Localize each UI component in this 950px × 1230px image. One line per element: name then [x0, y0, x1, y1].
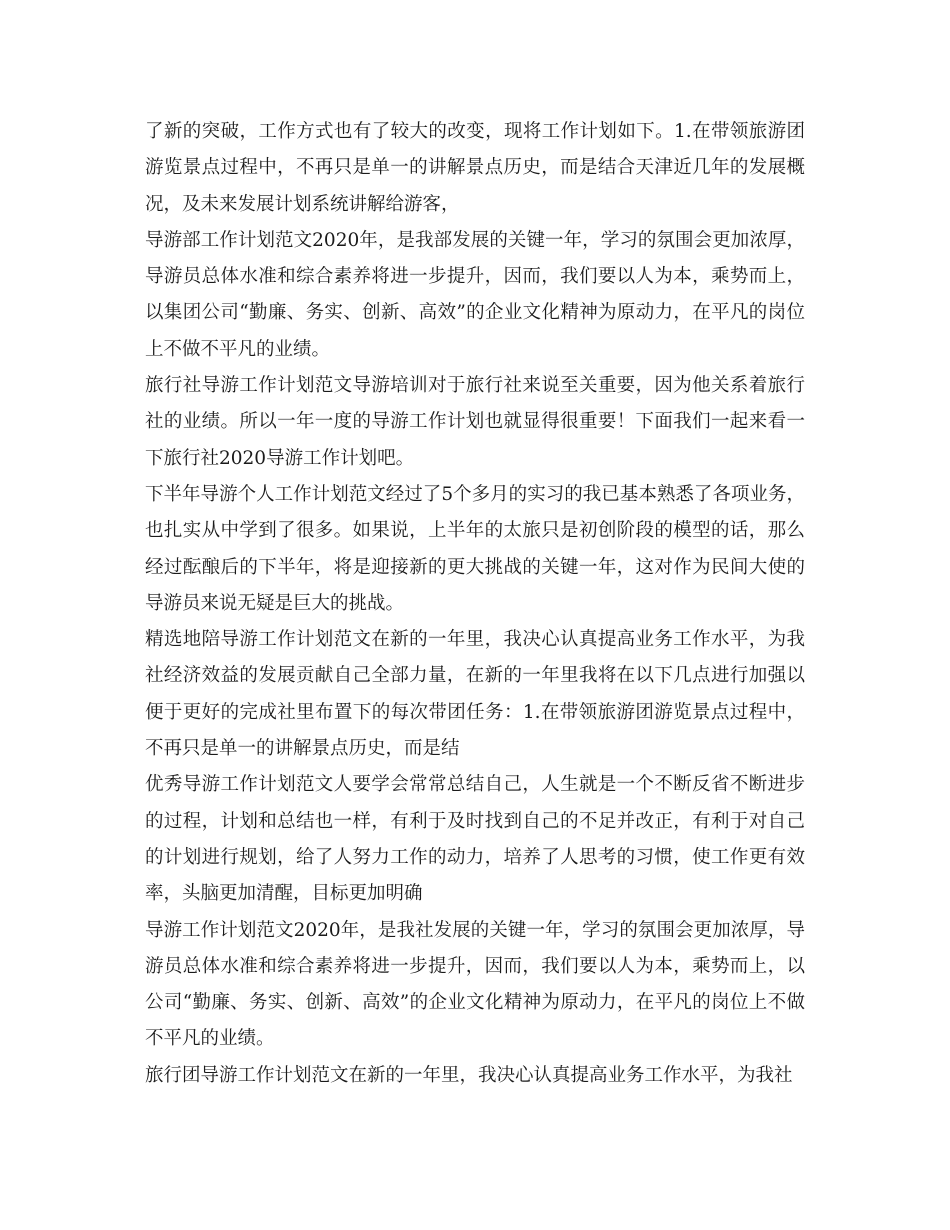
paragraph-travel-agency-plan: 旅行社导游工作计划范文导游培训对于旅行社来说至关重要，因为他关系着旅行社的业绩。所以一年一度的导游工作计划也就显得很重要！下面我们一起来看一下旅行社2020导游工作计划吧。 [145, 375, 805, 469]
paragraph-local-guide-plan: 精选地陪导游工作计划范文在新的一年里，我决心认真提高业务工作水平，为我社经济效益的发展贡献自己全部力量，在新的一年里我将在以下几点进行加强以便于更好的完成社里布置下的每次带团任务：1.在带领旅游团游览景点过程中，不再只是单一的讲解景点历史，而是结 [145, 629, 805, 760]
document-body [145, 114, 805, 1094]
paragraph-second-half-plan: 下半年导游个人工作计划范文经过了5个多月的实习的我已基本熟悉了各项业务，也扎实从中学到了很多。如果说，上半年的太旅只是初创阶段的模型的话，那么经过酝酿后的下半年，将是迎接新的更大挑战的关键一年，这对作为民间大使的导游员来说无疑是巨大的挑战。 [145, 483, 805, 614]
paragraph-guide-plan-2020: 导游工作计划范文2020年，是我社发展的关键一年，学习的氛围会更加浓厚，导游员总体水准和综合素养将进一步提升，因而，我们要以人为本，乘势而上，以公司“勤廉、务实、创新、高效”的企业文化精神为原动力，在平凡的岗位上不做不平凡的业绩。 [145, 919, 805, 1050]
paragraph-tour-dept-plan: 导游部工作计划范文2020年，是我部发展的关键一年，学习的氛围会更加浓厚，导游员总体水准和综合素养将进一步提升，因而，我们要以人为本，乘势而上，以集团公司“勤廉、务实、创新、高效”的企业文化精神为原动力，在平凡的岗位上不做不平凡的业绩。 [145, 229, 805, 360]
paragraph-excellent-guide-plan: 优秀导游工作计划范文人要学会常常总结自己，人生就是一个不断反省不断进步的过程，计划和总结也一样，有利于及时找到自己的不足并改正，有利于对自己的计划进行规划，给了人努力工作的动力，培养了人思考的习惯，使工作更有效率，头脑更加清醒，目标更加明确 [145, 774, 805, 905]
paragraph-continuation: 了新的突破，工作方式也有了较大的改变，现将工作计划如下。1.在带领旅游团游览景点过程中，不再只是单一的讲解景点历史，而是结合天津近几年的发展概况，及未来发展计划系统讲解给游客， [145, 121, 805, 215]
paragraph-tour-group-plan: 旅行团导游工作计划范文在新的一年里，我决心认真提高业务工作水平，为我社 [145, 1064, 793, 1086]
